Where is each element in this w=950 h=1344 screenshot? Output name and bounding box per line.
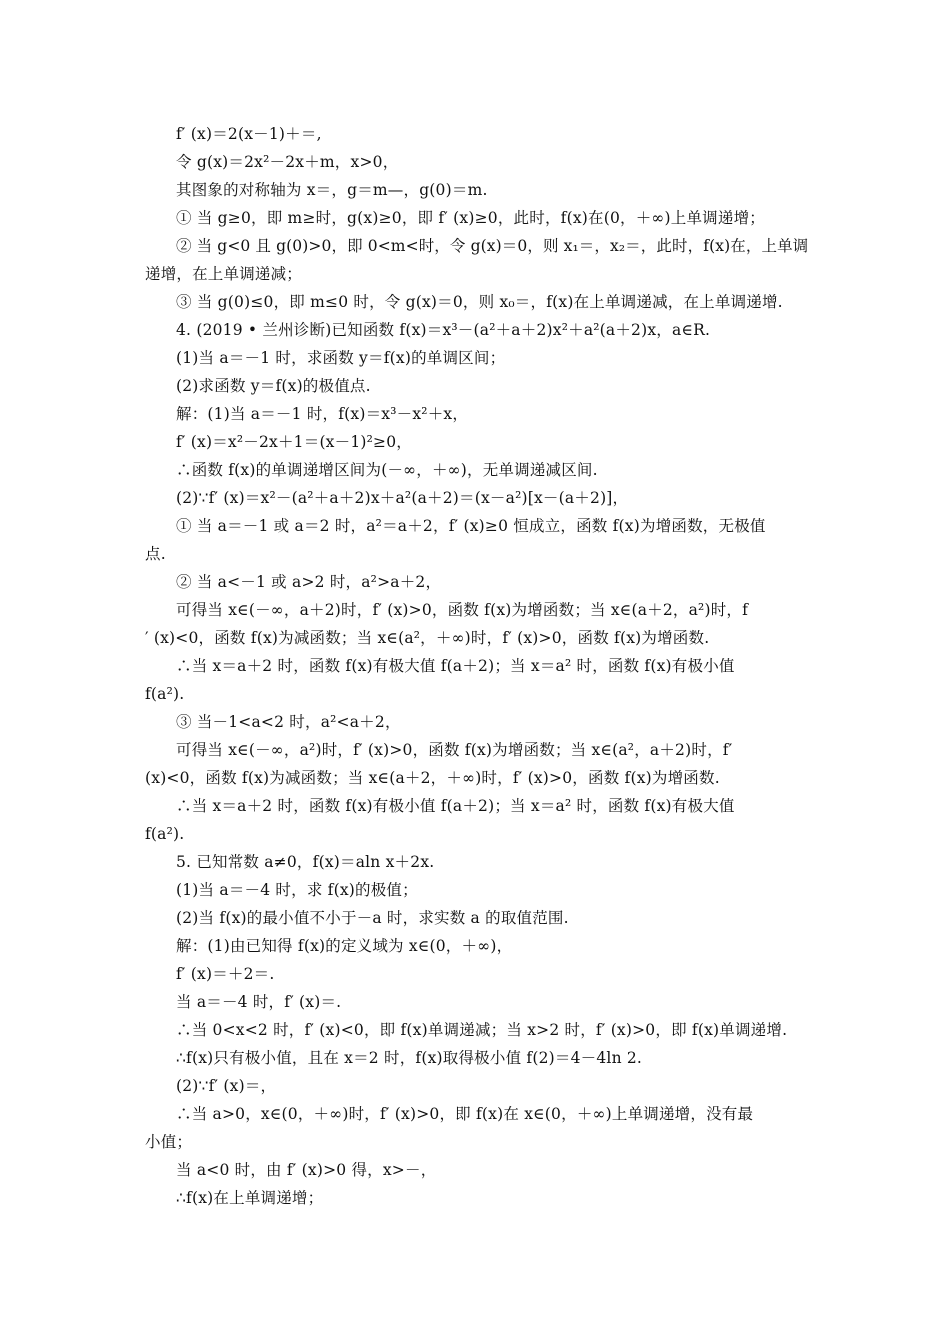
text-line: (2)当 f(x)的最小值不小于－a 时，求实数 a 的取值范围. (176, 909, 569, 927)
text-line: 当 a＝－4 时，f′ (x)＝. (176, 993, 342, 1011)
text-line: (1)当 a＝－4 时，求 f(x)的极值； (176, 881, 418, 899)
text-line: 可得当 x∈(－∞，a²)时，f′ (x)>0，函数 f(x)为增函数；当 x∈(a²，a＋2)时，f′ (176, 741, 733, 759)
text-line: ② 当 g<0 且 g(0)>0，即 0<m<时，令 g(x)＝0，则 x₁＝，x₂＝，此时，f(x)在，上单调 (176, 237, 809, 255)
text-line: f′ (x)＝x²－2x＋1＝(x－1)²≥0， (176, 433, 412, 451)
text-line: 其图象的对称轴为 x＝，g＝m—，g(0)＝m. (176, 181, 488, 199)
text-line: 令 g(x)＝2x²－2x＋m，x>0， (176, 153, 399, 171)
text-line: ∴当 0<x<2 时，f′ (x)<0，即 f(x)单调递减；当 x>2 时，f′ (x)>0，即 f(x)单调递增. (176, 1021, 788, 1039)
text-line: 可得当 x∈(－∞，a＋2)时，f′ (x)>0，函数 f(x)为增函数；当 x∈(a＋2，a²)时，f (176, 601, 749, 619)
text-line: f′ (x)＝＋2＝. (176, 965, 275, 983)
text-line: 递增，在上单调递减； (145, 265, 303, 283)
text-line: ① 当 a＝－1 或 a＝2 时，a²＝a＋2，f′ (x)≥0 恒成立，函数 f(x)为增函数，无极值 (176, 517, 766, 535)
text-line: 当 a<0 时，由 f′ (x)>0 得，x>－， (176, 1161, 437, 1179)
text-line: ③ 当 g(0)≤0，即 m≤0 时，令 g(x)＝0，则 x₀＝，f(x)在上单调递减，在上单调递增. (176, 293, 783, 311)
text-line: ③ 当－1<a<2 时，a²<a＋2， (176, 713, 401, 731)
text-line: (2)∵f′ (x)＝， (176, 1077, 277, 1095)
text-line: ′ (x)<0，函数 f(x)为减函数；当 x∈(a²，＋∞)时，f′ (x)>0，函数 f(x)为增函数. (145, 629, 710, 647)
text-line: f′ (x)＝2(x－1)＋＝, (176, 125, 322, 143)
text-line: ∴f(x)只有极小值，且在 x＝2 时，f(x)取得极小值 f(2)＝4－4ln 2. (176, 1049, 643, 1067)
text-line: (x)<0，函数 f(x)为减函数；当 x∈(a＋2，＋∞)时，f′ (x)>0，函数 f(x)为增函数. (145, 769, 720, 787)
text-line: ∴f(x)在上单调递增； (176, 1189, 324, 1207)
text-line: 解：(1)当 a＝－1 时，f(x)＝x³－x²＋x， (176, 405, 469, 423)
text-line: (2)∵f′ (x)＝x²－(a²＋a＋2)x＋a²(a＋2)＝(x－a²)[x－(a＋2)]， (176, 489, 629, 507)
text-line: f(a²). (145, 685, 185, 703)
text-line: (1)当 a＝－1 时，求函数 y＝f(x)的单调区间； (176, 349, 506, 367)
text-line: ∴当 a>0，x∈(0，＋∞)时，f′ (x)>0，即 f(x)在 x∈(0，＋∞)上单调递增，没有最 (176, 1105, 754, 1123)
text-line: ∴当 x＝a＋2 时，函数 f(x)有极小值 f(a＋2)；当 x＝a² 时，函数 f(x)有极大值 (176, 797, 735, 815)
text-line: ① 当 g≥0，即 m≥时，g(x)≥0，即 f′ (x)≥0，此时，f(x)在(0，＋∞)上单调递增； (176, 209, 765, 227)
text-line: ∴函数 f(x)的单调递增区间为(－∞，＋∞)，无单调递减区间. (176, 461, 598, 479)
text-line: 点. (145, 545, 166, 563)
text-line: 4. (2019 • 兰州诊断)已知函数 f(x)＝x³－(a²＋a＋2)x²＋a²(a＋2)x，a∈R. (176, 321, 711, 339)
text-line: ② 当 a<－1 或 a>2 时，a²>a＋2， (176, 573, 442, 591)
text-line: f(a²). (145, 825, 185, 843)
text-line: 解：(1)由已知得 f(x)的定义域为 x∈(0，＋∞)， (176, 937, 513, 955)
text-line: (2)求函数 y＝f(x)的极值点. (176, 377, 371, 395)
text-line: ∴当 x＝a＋2 时，函数 f(x)有极大值 f(a＋2)；当 x＝a² 时，函数 f(x)有极小值 (176, 657, 735, 675)
text-line: 5. 已知常数 a≠0，f(x)＝aln x＋2x. (176, 853, 435, 871)
text-line: 小值； (145, 1133, 193, 1151)
